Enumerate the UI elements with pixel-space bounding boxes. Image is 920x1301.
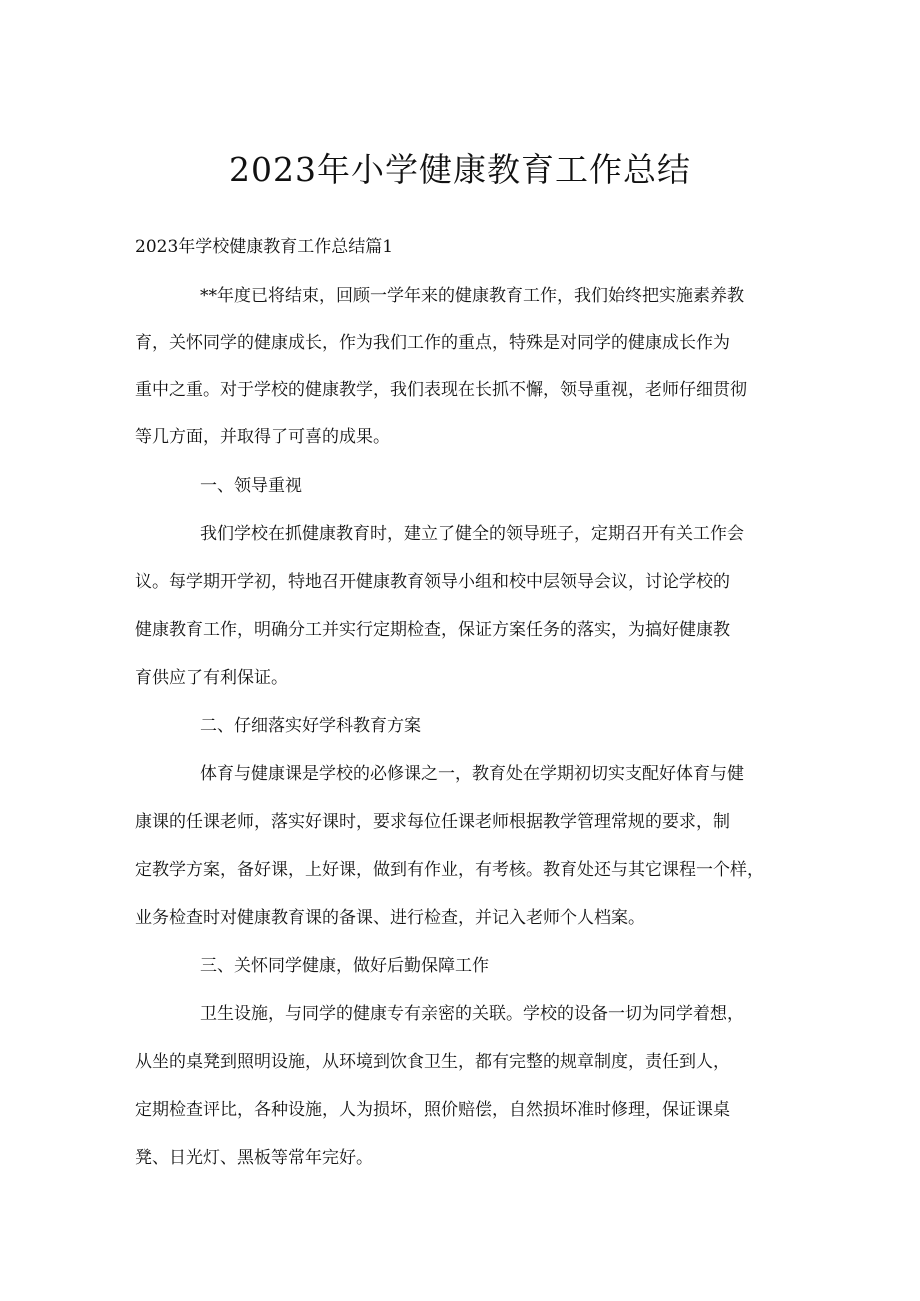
section-heading: 二、仔细落实好学科教育方案 (200, 716, 421, 736)
paragraph-line: 定教学方案，备好课，上好课，做到有作业，有考核。教育处还与其它课程一个样， (135, 860, 764, 880)
paragraph-line: 等几方面，并取得了可喜的成果。 (135, 427, 390, 447)
paragraph-line: 业务检查时对健康教育课的备课、进行检查，并记入老师个人档案。 (135, 908, 645, 928)
paragraph-line: 定期检查评比，各种设施，人为损坏，照价赔偿，自然损坏准时修理，保证课桌 (135, 1100, 730, 1120)
paragraph-line: 重中之重。对于学校的健康教学，我们表现在长抓不懈，领导重视，老师仔细贯彻 (135, 380, 747, 400)
paragraph-line: 育，关怀同学的健康成长，作为我们工作的重点，特殊是对同学的健康成长作为 (135, 333, 730, 353)
paragraph-line: 凳、日光灯、黑板等常年完好。 (135, 1148, 373, 1168)
document-title: 2023年小学健康教育工作总结 (229, 150, 691, 189)
paragraph-line: 卫生设施，与同学的健康专有亲密的关联。学校的设备一切为同学着想， (200, 1004, 744, 1024)
paragraph-line: **年度已将结束，回顾一学年来的健康教育工作，我们始终把实施素养教 (200, 286, 744, 306)
section-heading: 一、领导重视 (200, 476, 302, 496)
paragraph-line: 康课的任课老师，落实好课时，要求每位任课老师根据教学管理常规的要求，制 (135, 812, 730, 832)
paragraph-line: 健康教育工作，明确分工并实行定期检查，保证方案任务的落实，为搞好健康教 (135, 620, 730, 640)
section-heading: 三、关怀同学健康，做好后勤保障工作 (200, 956, 489, 976)
paragraph-line: 议。每学期开学初，特地召开健康教育领导小组和校中层领导会议，讨论学校的 (135, 572, 730, 592)
section-subtitle: 2023年学校健康教育工作总结篇1 (135, 237, 394, 257)
paragraph-line: 体育与健康课是学校的必修课之一，教育处在学期初切实支配好体育与健 (200, 764, 744, 784)
paragraph-line: 从坐的桌凳到照明设施，从环境到饮食卫生，都有完整的规章制度，责任到人， (135, 1052, 730, 1072)
paragraph-line: 育供应了有利保证。 (135, 668, 288, 688)
paragraph-line: 我们学校在抓健康教育时，建立了健全的领导班子，定期召开有关工作会 (200, 524, 744, 544)
